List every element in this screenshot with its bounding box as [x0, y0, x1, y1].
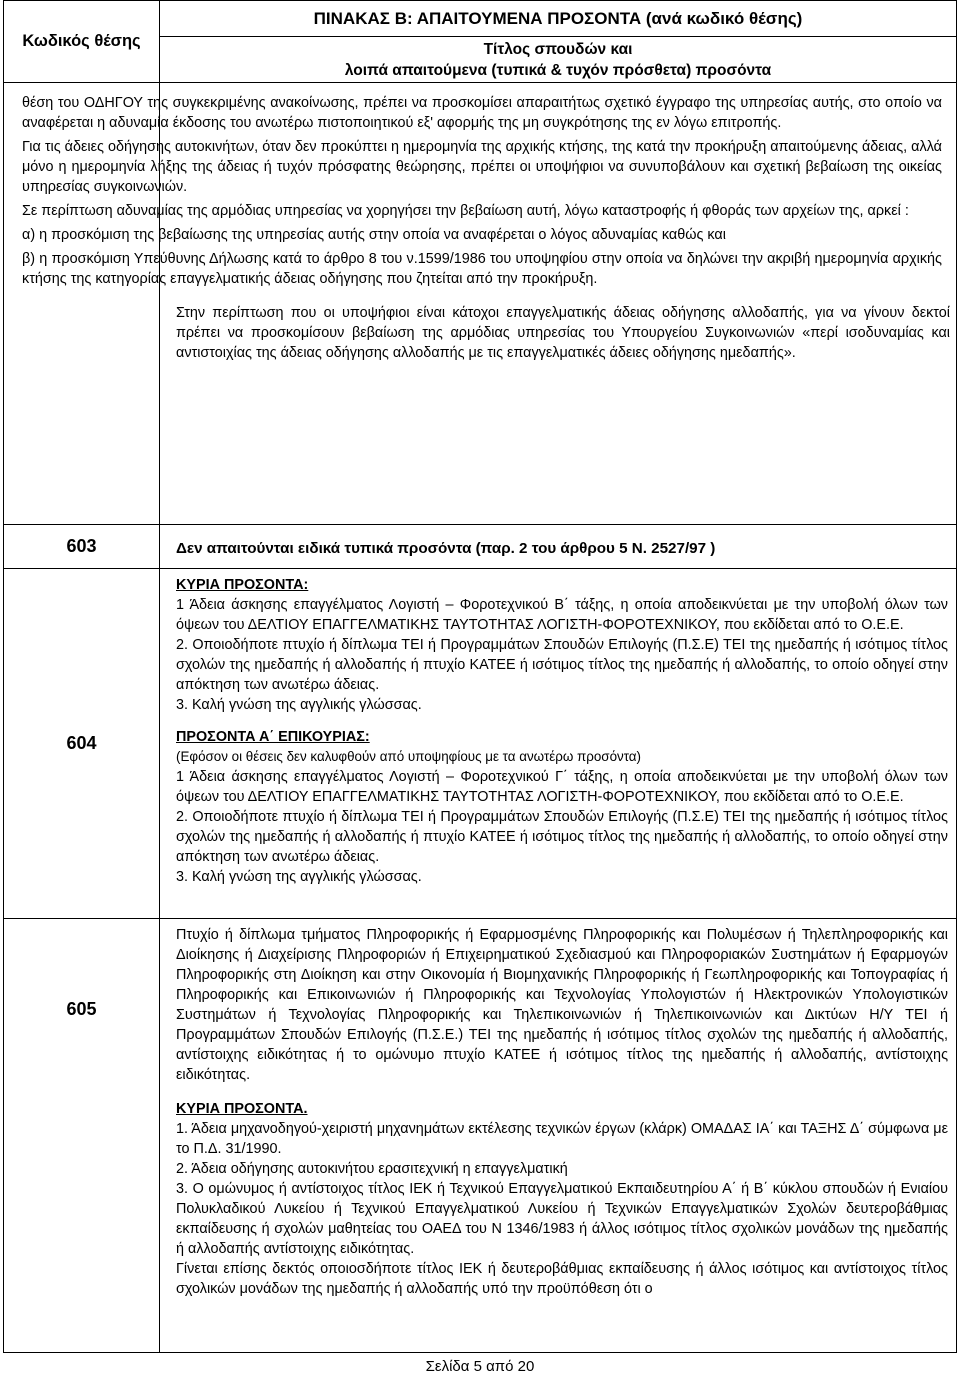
header-title: [160, 37, 957, 83]
cont-p3: Σε περίπτωση αδυναμίας της αρμόδιας υπηρεσίας να χορηγήσει την βεβαίωση αυτή, λόγω καταστροφής ή φθοράς των αρχείων της, αρκεί :: [22, 203, 909, 219]
next-item2: 2. Άδεια οδήγησης αυτοκινήτου ερασιτεχνική η επαγγελματική: [176, 1161, 568, 1177]
aux-heading-604: ΠΡΟΣΟΝΤΑ Α΄ ΕΠΙΚΟΥΡΙΑΣ:: [176, 729, 370, 745]
cont-p1: θέση του ΟΔΗΓΟΥ της συγκεκριμένης ανακοίνωσης, πρέπει να προσκομίσει απαραιτήτως σχετικό έγγραφο της υπηρεσίας αυτής, στο οποίο να αναφέρεται η αδυναμία έκδοσης του ανωτέρω πιστοποιητικού εξ' αφορμής της μη συγκρότησης της εν λόγω επιτροπής.: [22, 95, 942, 131]
table-row: [4, 83, 957, 525]
table-title-text: ΠΙΝΑΚΑΣ Β: ΑΠΑΙΤΟΥΜΕΝΑ ΠΡΟΣΟΝΤΑ (ανά κωδικό θέσης): [313, 8, 803, 28]
desc-605-block: [160, 919, 956, 1299]
code-605: [4, 919, 160, 1353]
desc-605-text: Πτυχίο ή δίπλωμα τμήματος Πληροφορικής ή Εφαρμοσμένης Πληροφορικής και Πολυμέσων ή Τηλεπληροφορικής και Διοίκησης ή Διαχείρισης Πληροφοριών ή Επιχειρηματικού Σχεδιασμού και Πληροφοριακών Συστημάτων ή Εφαρμογών Πληροφορικής στη Διοίκηση και στην Οικονομία ή Βιομηχανικής Πληροφορικής ή Γεωπληροφορικής και Τοπογραφίας ή Πληροφορικής και Επικοινωνιών ή Πληροφορικής και Τεχνολογίας Υπολογιστών ή Ηλεκτρονικών Υπολογιστικών Συστημάτων ή Τεχνολογίας Πληροφορικής και Τηλεπικοινωνιών ή Τηλεπικοινωνιών και Δικτύων Η/Υ ΤΕΙ ή Προγραμμάτων Σπουδών Επιλογής (Π.Σ.Ε.) ΤΕΙ της ημεδαπής ή ισότιμος τίτλος σχολών της ημεδαπής ή αλλοδαπής, αντίστοιχης ειδικότητας ή το ομώνυμο πτυχίο ΚΑΤΕΕ ή ισότιμος τίτλος της ημεδαπής ή αλλοδαπής, αντίστοιχης ειδικότητας.: [176, 927, 948, 1083]
code-605-text: 605: [66, 999, 97, 1019]
table-title-row: [4, 1, 957, 37]
main-2-604: 2. Οποιοδήποτε πτυχίο ή δίπλωμα ΤΕΙ ή Προγραμμάτων Σπουδών Επιλογής (Π.Σ.Ε) ΤΕΙ της ημεδαπής ή ισότιμος τίτλος σχολών της ημεδαπής ή αλλοδαπής ή πτυχίο ΚΑΤΕΕ ή ισότιμος τίτλος της ημεδαπής ή αλλοδαπής, το οποίο οδηγεί στην απόκτηση των ανωτέρω άδειας.: [176, 637, 948, 693]
header-code-label: Κωδικός θέσης: [22, 32, 141, 50]
table-row-603: [4, 525, 957, 569]
table-row-605: [4, 919, 957, 1353]
next-heading: ΚΥΡΙΑ ΠΡΟΣΟΝΤΑ.: [176, 1101, 308, 1117]
qualifications-table: [3, 0, 957, 1353]
desc-604-block: [160, 569, 956, 887]
foreign-license-block: [160, 289, 956, 363]
main-heading-604: ΚΥΡΙΑ ΠΡΟΣΟΝΤΑ:: [176, 577, 309, 593]
continuation-cell: [22, 83, 957, 525]
aux-1-604: 1 Άδεια άσκησης επαγγέλματος Λογιστή – Φοροτεχνικού Γ΄ τάξης, η οποία αποδεικνύεται με την υποβολή όλων των όψεων του ΔΕΛΤΙΟΥ ΕΠΑΓΓΕΛΜΑΤΙΚΗΣ ΤΑΥΤΟΤΗΤΑΣ ΛΟΓΙΣΤΗ-ΦΟΡΟΤΕΧΝΙΚΟΥ, που εκδίδεται από το Ο.Ε.Ε.: [176, 769, 948, 805]
next-item1: 1. Άδεια μηχανοδηγού-χειριστή μηχανημάτων εκτέλεσης τεχνικών έργων (κλάρκ) ΟΜΑΔΑΣ ΙΑ΄ και ΤΑΞΗΣ Δ΄ σύμφωνα με το Π.Δ. 31/1990.: [176, 1121, 948, 1157]
header-code: [4, 1, 160, 83]
code-604: [4, 569, 160, 919]
desc-603: [160, 525, 957, 569]
table-title: [160, 1, 957, 37]
cont-p2: Για τις άδειες οδήγησης αυτοκινήτων, όταν δεν προκύπτει η ημερομηνία της αρχικής κτήσης, της κατά την προκήρυξη απαιτούμενης άδειας, αλλά μόνο η ημερομηνία λήξης της άδειας ή τυχόν πρόσφατης θεώρησης, πρέπει οι υποψήφιοι να συνυποβάλουν και σχετική βεβαίωση της οικείας υπηρεσίας συγκοινωνιών.: [22, 139, 942, 195]
header-title-line2: λοιπά απαιτούμενα (τυπικά & τυχόν πρόσθετα) προσόντα: [344, 61, 772, 79]
desc-605: [160, 919, 957, 1353]
header-title-line1: Τίτλος σπουδών και: [483, 40, 633, 58]
continuation-block: [0, 83, 956, 289]
code-603-text: 603: [66, 536, 97, 556]
cont-p5: β) η προσκόμιση Υπεύθυνης Δήλωσης κατά το άρθρο 8 του ν.1599/1986 του υποψηφίου στην οποία να δηλώνει την ακριβή ημερομηνία αρχικής κτήσης της κατηγορίας επαγγελματικής άδειας οδήγησης που ζητείται από την προκήρυξη.: [22, 251, 942, 287]
main-1-604: 1 Άδεια άσκησης επαγγέλματος Λογιστή – Φοροτεχνικού Β΄ τάξης, η οποία αποδεικνύεται με την υποβολή όλων των όψεων του ΔΕΛΤΙΟΥ ΕΠΑΓΓΕΛΜΑΤΙΚΗΣ ΤΑΥΤΟΤΗΤΑΣ ΛΟΓΙΣΤΗ-ΦΟΡΟΤΕΧΝΙΚΟΥ, που εκδίδεται από το Ο.Ε.Ε.: [176, 597, 948, 633]
next-item4: Γίνεται επίσης δεκτός οποιοσδήποτε τίτλος ΙΕΚ ή δευτεροβάθμιας εκπαίδευσης ή άλλος ισότιμος και αντίστοιχος τίτλος σχολικών μονάδων της ημεδαπής ή αλλοδαπής υπό την προϋπόθεση ότι ο: [176, 1261, 948, 1297]
code-604-text: 604: [66, 733, 97, 753]
aux-2-604: 2. Οποιοδήποτε πτυχίο ή δίπλωμα ΤΕΙ ή Προγραμμάτων Σπουδών Επιλογής (Π.Σ.Ε) ΤΕΙ της ημεδαπής ή ισότιμος τίτλος σχολών της ημεδαπής ή αλλοδαπής ή πτυχίο ΚΑΤΕΕ ή ισότιμος τίτλος της ημεδαπής ή αλλοδαπής, το οποίο οδηγεί στην απόκτηση των ανωτέρω άδειας.: [176, 809, 948, 865]
aux-3-604: 3. Καλή γνώση της αγγλικής γλώσσας.: [176, 869, 422, 885]
code-603: [4, 525, 160, 569]
cont-p6: Στην περίπτωση που οι υποψήφιοι είναι κάτοχοι επαγγελματικής άδειας οδήγησης αλλοδαπής, για να γίνουν δεκτοί πρέπει να προσκομίσουν βεβαίωση της αρμόδιας υπηρεσίας του Υπουργείου Συγκοινωνιών «περί ισοδυναμίας και αντιστοιχίας της άδειας οδήγησης αλλοδαπής με τις επαγγελματικές άδειες οδήγησης ημεδαπής».: [176, 305, 950, 361]
cont-p4: α) η προσκόμιση της βεβαίωσης της υπηρεσίας αυτής στην οποία να αναφέρεται ο λόγος αδυναμίας καθώς και: [22, 227, 726, 243]
desc-603-text: Δεν απαιτούνται ειδικά τυπικά προσόντα (παρ. 2 του άρθρου 5 Ν. 2527/97 ): [176, 540, 716, 557]
aux-note-604: (Εφόσον οι θέσεις δεν καλυφθούν από υποψηφίους με τα ανωτέρω προσόντα): [176, 749, 642, 764]
next-item3: 3. Ο ομώνυμος ή αντίστοιχος τίτλος ΙΕΚ ή Τεχνικού Επαγγελματικού Εκπαιδευτηρίου Α΄ ή Β΄ κύκλου σπουδών ή Ενιαίου Πολυκλαδικού Λυκείου ή Τεχνικού Επαγγελματικού Λυκείου ή Τεχνικών Επαγγελματικών Σχολών δευτεροβάθμιας εκπαίδευσης ή σχολών μαθητείας του ΟΑΕΔ του Ν 1346/1983 ή άλλος ισότιμος τίτλος σχολικών μονάδων της ημεδαπής ή αλλοδαπής αντίστοιχης ειδικότητας.: [176, 1181, 948, 1257]
page-number: Σελίδα 5 από 20: [425, 1358, 535, 1375]
main-3-604: 3. Καλή γνώση της αγγλικής γλώσσας.: [176, 697, 422, 713]
desc-604: [160, 569, 957, 919]
table-row-604: [4, 569, 957, 919]
